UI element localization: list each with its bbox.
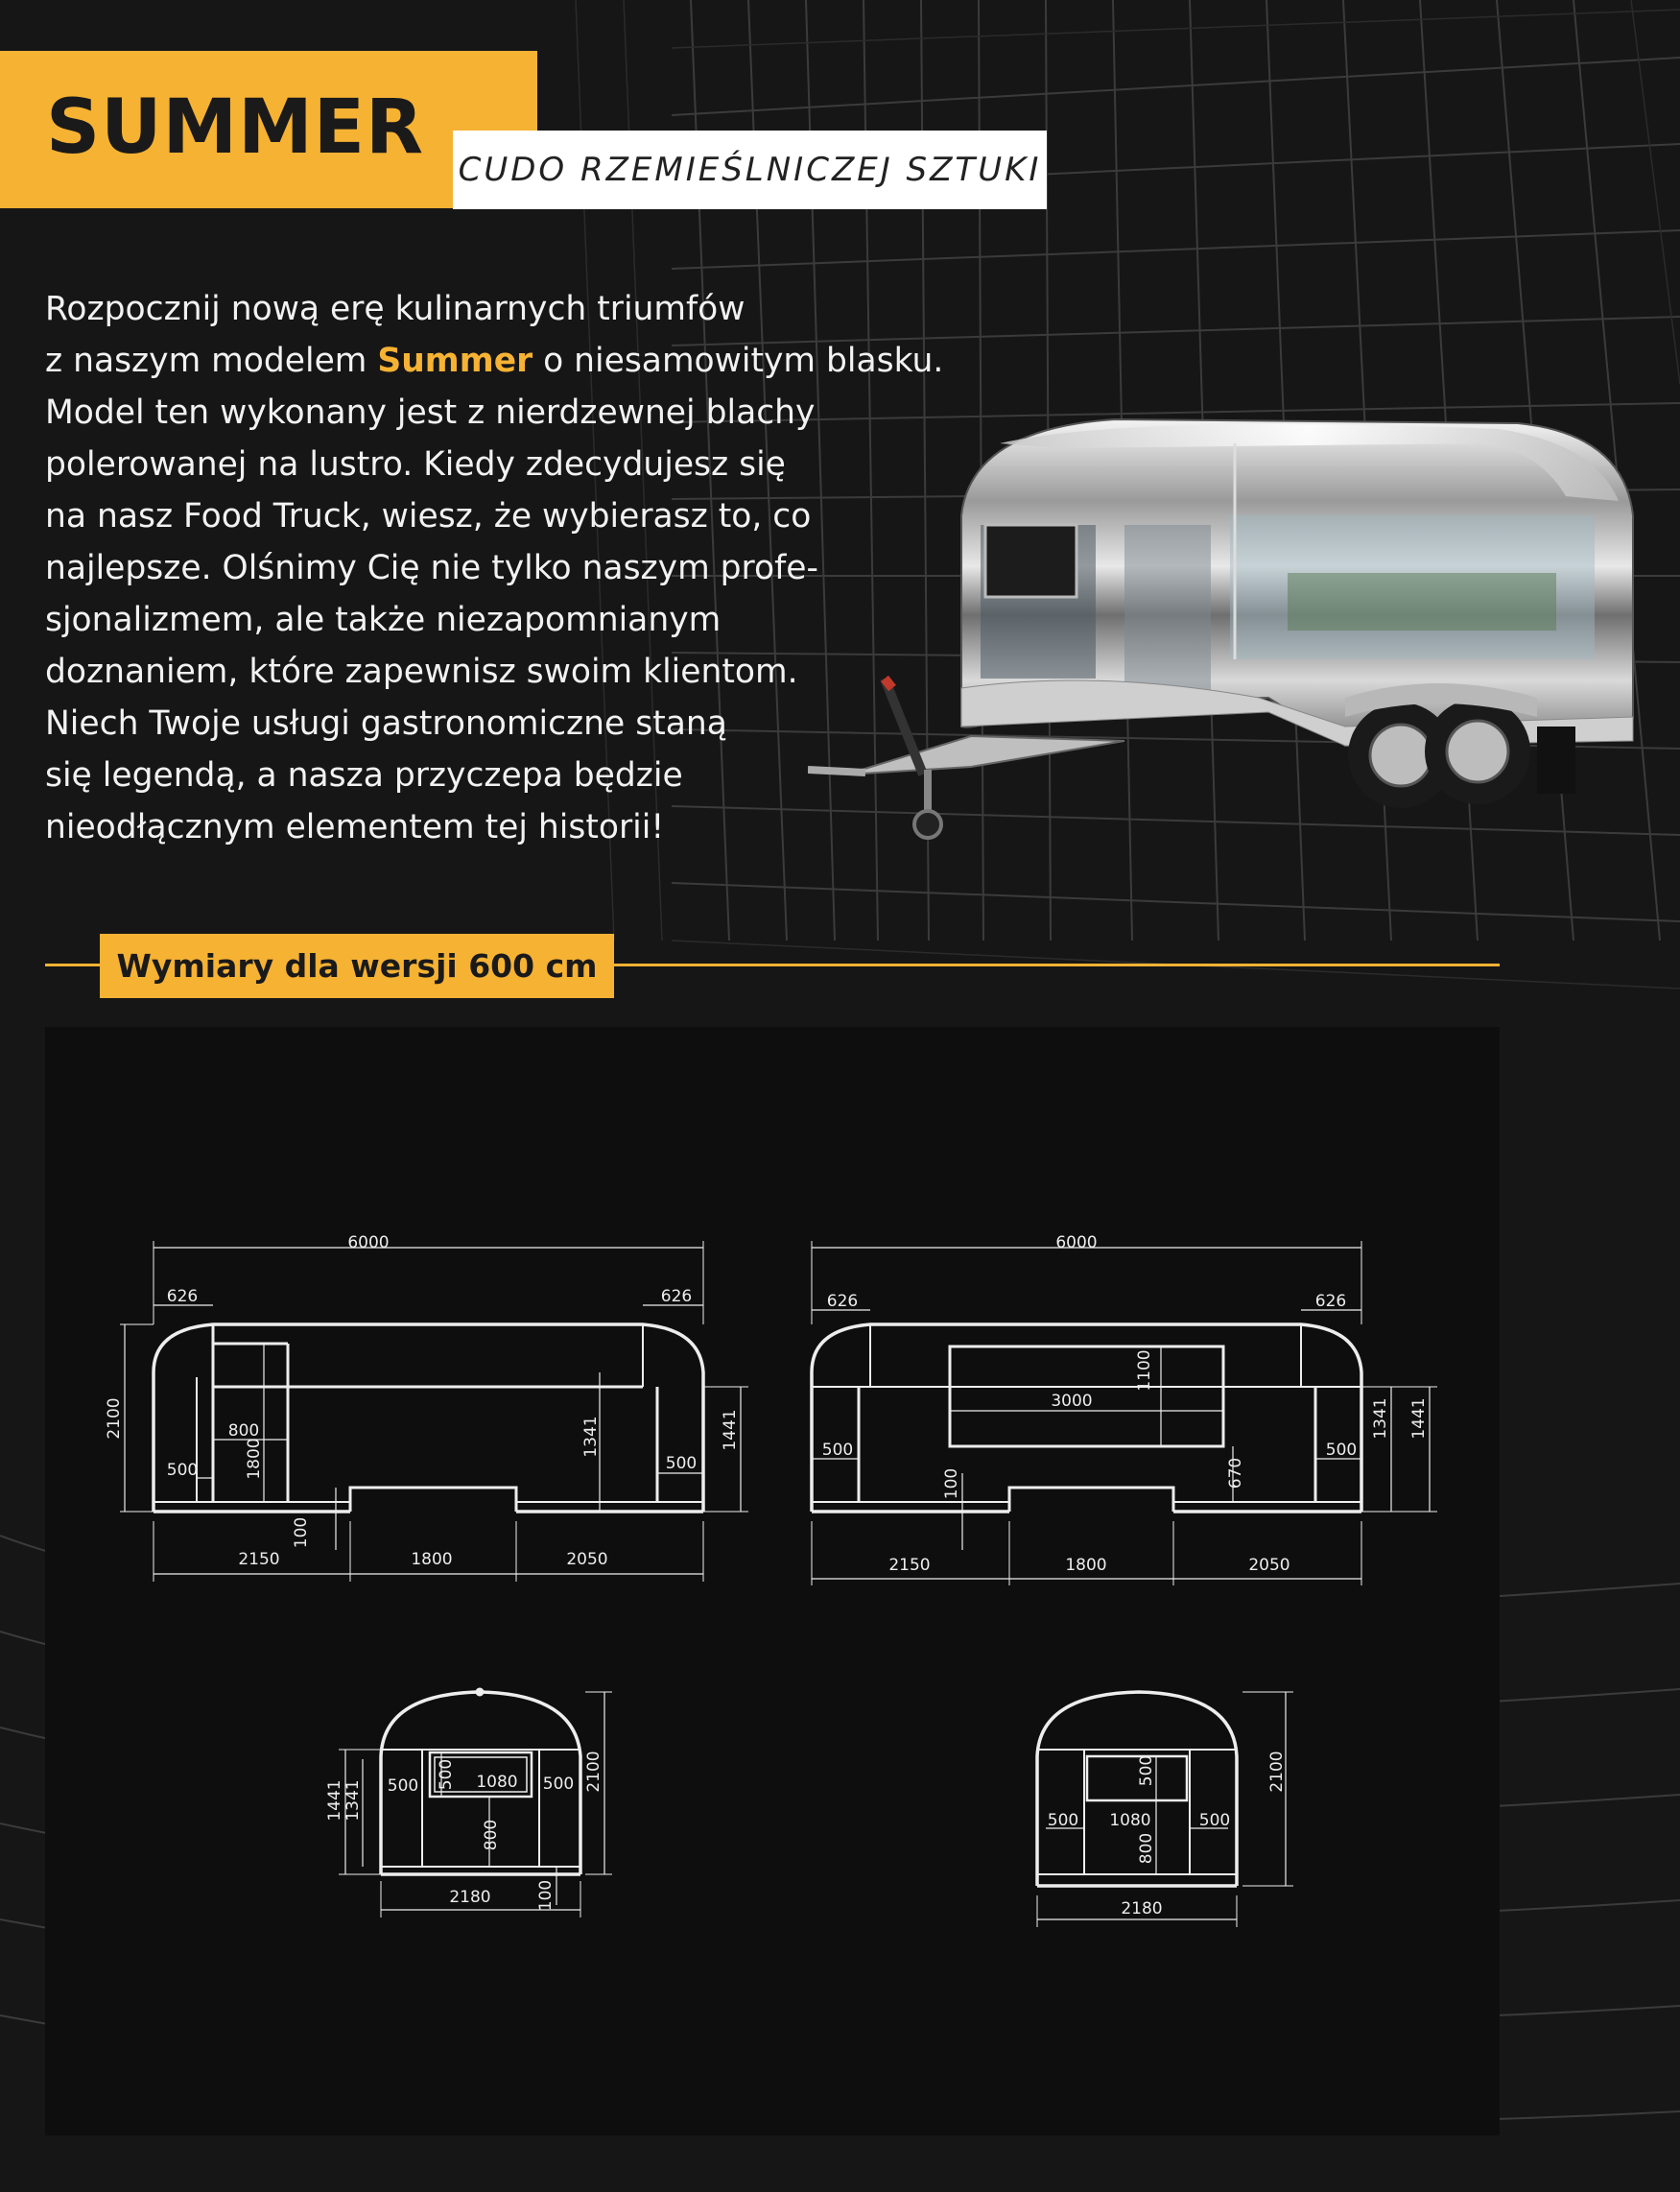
dim-label: 626 <box>660 1287 693 1306</box>
dim-label: 500 <box>1198 1811 1231 1830</box>
intro-line: polerowanej na lustro. Kiedy zdecydujesz się <box>45 445 786 484</box>
dim-label: 1441 <box>721 1409 740 1451</box>
dim-label: 500 <box>665 1454 698 1473</box>
intro-line: Niech Twoje usługi gastronomiczne staną <box>45 704 727 743</box>
dim-label: 2100 <box>584 1751 603 1793</box>
dim-label: 800 <box>227 1421 260 1441</box>
dim-label: 100 <box>292 1516 311 1549</box>
dim-label: 626 <box>166 1287 199 1306</box>
dim-label: 2150 <box>238 1550 280 1569</box>
side-view-left-drawing <box>120 1241 748 1582</box>
intro-line: najlepsze. Olśnimy Cię nie tylko naszym profe- <box>45 549 818 587</box>
intro-line: nieodłącznym elementem tej historii! <box>45 808 665 846</box>
dim-label: 1080 <box>476 1773 518 1792</box>
intro-text: z naszym modelem <box>45 342 378 380</box>
dim-label: 6000 <box>347 1233 390 1252</box>
dim-label: 500 <box>821 1441 854 1460</box>
intro-line: się legendą, a nasza przyczepa będzie <box>45 756 683 795</box>
rear-view-drawing <box>339 1688 612 1918</box>
dim-label: 500 <box>387 1776 419 1796</box>
dim-label: 500 <box>1047 1811 1079 1830</box>
intro-line: na nasz Food Truck, wiesz, że wybierasz to, co <box>45 497 812 536</box>
intro-line: Rozpocznij nową erę kulinarnych triumfów <box>45 290 745 328</box>
dim-label: 500 <box>1325 1441 1358 1460</box>
section-heading: Wymiary dla wersji 600 cm <box>116 947 598 985</box>
dim-label: 500 <box>437 1758 456 1791</box>
dim-label: 800 <box>1137 1832 1156 1865</box>
intro-line: Model ten wykonany jest z nierdzewnej blachy <box>45 393 816 432</box>
dim-label: 2180 <box>1121 1899 1163 1918</box>
dim-label: 626 <box>826 1292 859 1311</box>
dim-label: 1341 <box>1371 1397 1390 1440</box>
dim-label: 3000 <box>1051 1392 1093 1411</box>
intro-text: o niesamowitym blasku. <box>532 342 944 380</box>
dim-label: 2050 <box>566 1550 608 1569</box>
model-name-highlight: Summer <box>377 342 533 380</box>
dim-label: 100 <box>536 1879 556 1912</box>
dim-label: 670 <box>1226 1457 1245 1489</box>
dim-label: 626 <box>1314 1292 1347 1311</box>
page-title: SUMMER <box>46 84 425 171</box>
dim-label: 1341 <box>581 1416 601 1458</box>
front-view-drawing <box>1037 1692 1293 1927</box>
dim-label: 800 <box>482 1819 501 1851</box>
dim-label: 1080 <box>1109 1811 1151 1830</box>
dim-label: 1441 <box>1409 1397 1429 1440</box>
dim-label: 1100 <box>1135 1349 1154 1392</box>
dim-label: 500 <box>542 1775 575 1794</box>
dim-label: 500 <box>1137 1754 1156 1787</box>
dim-label: 1341 <box>343 1779 363 1822</box>
dim-label: 2050 <box>1248 1556 1290 1575</box>
dim-label: 1800 <box>411 1550 453 1569</box>
dim-label: 2100 <box>105 1397 124 1440</box>
dim-label: 2180 <box>449 1888 491 1907</box>
dim-label: 2100 <box>1267 1751 1287 1793</box>
intro-line: sjonalizmem, ale także niezapomnianym <box>45 601 722 639</box>
dim-label: 1441 <box>325 1779 344 1822</box>
dim-label: 1800 <box>245 1438 264 1480</box>
dim-label: 2150 <box>888 1556 931 1575</box>
dim-label: 100 <box>942 1467 961 1500</box>
intro-line: doznaniem, które zapewnisz swoim klientom. <box>45 653 798 691</box>
dim-label: 1800 <box>1065 1556 1107 1575</box>
page-subtitle: CUDO RZEMIEŚLNICZEJ SZTUKI <box>458 151 1042 189</box>
dim-label: 500 <box>166 1461 199 1480</box>
dim-label: 6000 <box>1055 1233 1098 1252</box>
